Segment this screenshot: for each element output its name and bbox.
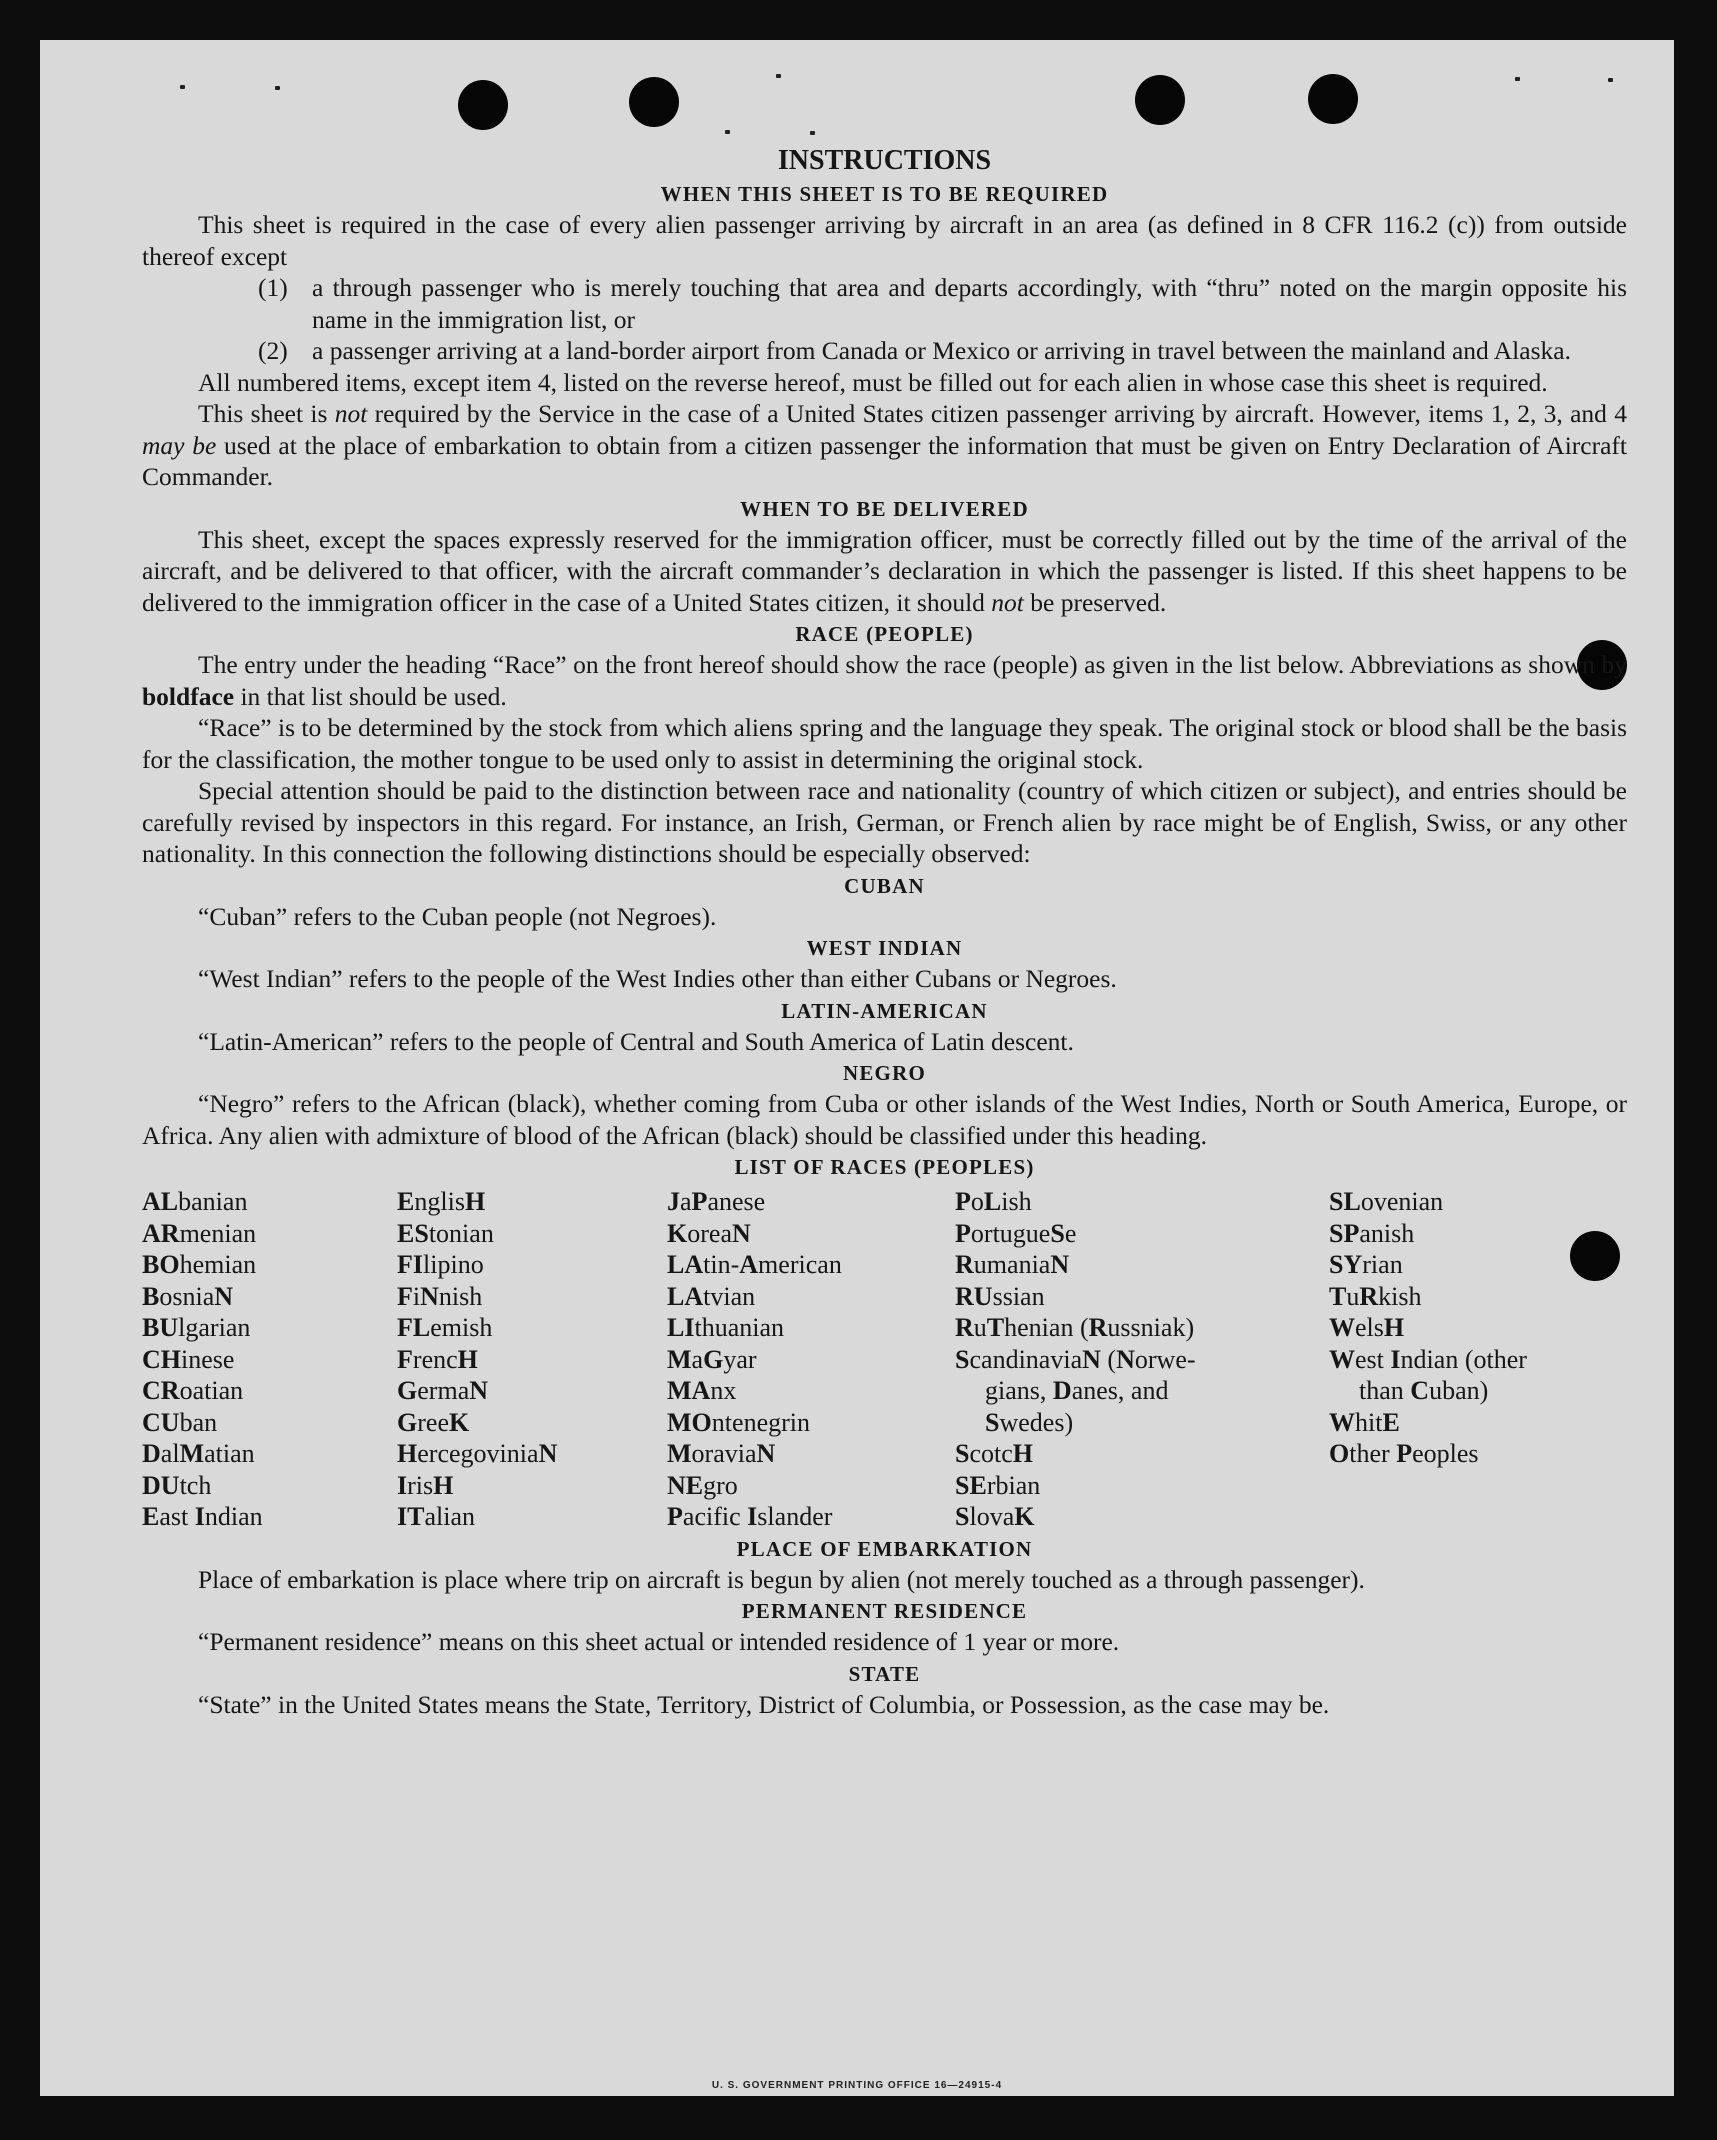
punch-hole xyxy=(458,80,508,130)
heading-race: RACE (PEOPLE) xyxy=(795,622,974,646)
race-entry: ARmenian xyxy=(142,1218,257,1248)
race-entry: Pacific Islander xyxy=(667,1502,833,1531)
race-entry: East Indian xyxy=(142,1502,263,1531)
west-indian-text: “West Indian” refers to the people of the West Indies other than either Cubans or Negroes. xyxy=(198,964,1117,993)
race-entry: SLovenian xyxy=(1329,1187,1444,1216)
race-entry: HercegoviniaN xyxy=(397,1439,558,1468)
speck xyxy=(810,131,815,135)
item-number: (2) xyxy=(258,336,288,365)
punch-hole xyxy=(629,77,679,127)
race-entry: ScotcH xyxy=(955,1439,1034,1468)
negro-text: “Negro” refers to the African (black), whether coming from Cuba or other islands of the West Indies, North or South America, Europe, or Africa. Any alien with admixture of blood of the African (black) should be classified under this heading. xyxy=(142,1089,1627,1150)
races-list xyxy=(142,1186,1627,1533)
race-entry: NEgro xyxy=(667,1470,738,1500)
heading-negro: NEGRO xyxy=(842,1061,926,1085)
heading-state: STATE xyxy=(848,1661,921,1686)
embarkation-text: Place of embarkation is place where trip on aircraft is begun by alien (not merely touched as a through passenger). xyxy=(198,1564,1365,1594)
race-entry: LAtin-American xyxy=(667,1250,842,1279)
heading-delivered: WHEN TO BE DELIVERED xyxy=(740,496,1029,521)
race-entry: SYrian xyxy=(1329,1250,1403,1279)
race-entry: LIthuanian xyxy=(667,1313,785,1342)
page-title: INSTRUCTIONS xyxy=(777,145,992,176)
race-entry: RuThenian (Russniak) xyxy=(955,1313,1195,1342)
races-column xyxy=(667,1186,955,1533)
race-entry: IrisH xyxy=(397,1470,454,1500)
race-entry: FIlipino xyxy=(397,1250,484,1279)
race-entry: MOntenegrin xyxy=(667,1407,811,1437)
race-entry: RUssian xyxy=(955,1281,1045,1311)
punch-hole xyxy=(1308,74,1358,124)
state-text: “State” in the United States means the State, Territory, District of Columbia, or Possession, as the case may be. xyxy=(198,1689,1330,1719)
race-entry: SPanish xyxy=(1329,1218,1415,1248)
residence-text: “Permanent residence” means on this sheet actual or intended residence of 1 year or more. xyxy=(198,1627,1120,1656)
race-entry: FiNnish xyxy=(397,1281,483,1311)
race-para-3: Special attention should be paid to the distinction between race and nationality (country of which citizen or subject), and entries should be carefully revised by inspectors in this regard. For instance, an Irish, German, or French alien by race might be of English, Swiss, or any other nationality. In this connection the following distinctions should be especially observed: xyxy=(142,776,1627,868)
printing-office-imprint: U. S. GOVERNMENT PRINTING OFFICE 16—24915-4 xyxy=(711,2080,1003,2091)
delivered-text: This sheet, except the spaces expressly reserved for the immigration officer, must be correctly filled out by the time of the arrival of the aircraft, and be delivered to that officer, with the aircraft commander’s declaration in which the passenger is listed. If this sheet happens to be delivered to the immigration officer in the case of a United States citizen, it should not be preserved. xyxy=(142,524,1627,617)
required-intro: This sheet is required in the case of every alien passenger arriving by aircraft in an area (as defined in 8 CFR 116.2 (c)) from outside thereof except xyxy=(142,210,1627,271)
race-entry: than Cuban) xyxy=(1359,1376,1489,1405)
race-entry: Swedes) xyxy=(985,1407,1074,1437)
race-entry: GermaN xyxy=(397,1376,489,1405)
race-entry: MAnx xyxy=(667,1376,737,1405)
race-entry: MoraviaN xyxy=(667,1439,776,1468)
document-sheet xyxy=(40,40,1674,2096)
race-entry: RumaniaN xyxy=(955,1250,1070,1279)
race-entry: PoLish xyxy=(955,1187,1032,1216)
race-entry: EnglisH xyxy=(397,1187,486,1216)
latin-american-text: “Latin-American” refers to the people of Central and South America of Latin descent. xyxy=(198,1026,1074,1056)
race-entry: MaGyar xyxy=(667,1344,757,1374)
cuban-text: “Cuban” refers to the Cuban people (not Negroes). xyxy=(198,901,717,931)
item-text: a passenger arriving at a land-border airport from Canada or Mexico or arriving in travel between the mainland and Alaska. xyxy=(312,336,1571,365)
document-body xyxy=(142,144,1627,1720)
races-column xyxy=(1329,1186,1627,1533)
race-entry: TuRkish xyxy=(1329,1281,1422,1311)
race-entry: KoreaN xyxy=(667,1218,751,1248)
races-column xyxy=(955,1186,1329,1533)
heading-races-list: LIST OF RACES (PEOPLES) xyxy=(734,1155,1035,1179)
heading-required: WHEN THIS SHEET IS TO BE REQUIRED xyxy=(660,182,1109,206)
races-column xyxy=(397,1186,667,1533)
heading-residence: PERMANENT RESIDENCE xyxy=(741,1599,1028,1623)
item-text: a through passenger who is merely touching that area and departs accordingly, with “thru” noted on the margin opposite his name in the immigration list, or xyxy=(312,273,1627,334)
race-entry: CRoatian xyxy=(142,1376,244,1405)
race-entry: CUban xyxy=(142,1407,218,1437)
race-entry: CHinese xyxy=(142,1344,235,1374)
race-entry: ScandinaviaN (Norwe- xyxy=(955,1344,1196,1374)
speck xyxy=(1608,78,1613,82)
punch-hole xyxy=(1135,75,1185,125)
speck xyxy=(725,130,730,134)
heading-cuban: CUBAN xyxy=(844,873,925,898)
race-entry: BosniaN xyxy=(142,1281,234,1311)
race-entry: FrencH xyxy=(397,1344,478,1374)
race-entry: WhitE xyxy=(1329,1407,1400,1437)
race-entry: BOhemian xyxy=(142,1250,257,1279)
race-entry: GreeK xyxy=(397,1407,470,1437)
required-para-2: All numbered items, except item 4, listed on the reverse hereof, must be filled out for each alien in whose case this sheet is required. xyxy=(198,367,1548,397)
heading-latin-american: LATIN-AMERICAN xyxy=(781,998,988,1023)
race-entry: SlovaK xyxy=(955,1502,1035,1531)
race-entry: LAtvian xyxy=(667,1281,756,1311)
speck xyxy=(180,85,185,89)
race-entry: FLemish xyxy=(397,1313,493,1342)
speck xyxy=(275,86,280,90)
race-entry: DUtch xyxy=(142,1470,212,1500)
race-para-2: “Race” is to be determined by the stock from which aliens spring and the language they speak. The original stock or blood shall be the basis for the classification, the mother tongue to be used only to assist in determining the original stock. xyxy=(142,713,1627,774)
race-entry: BUlgarian xyxy=(142,1313,251,1342)
exception-item-2 xyxy=(258,335,1627,367)
race-para-1: The entry under the heading “Race” on the front hereof should show the race (people) as given in the list below. Abbreviations as shown by boldface in that list should be used. xyxy=(142,650,1627,711)
heading-west-indian: WEST INDIAN xyxy=(806,936,963,960)
race-entry: West Indian (other xyxy=(1329,1344,1527,1374)
race-entry: DalMatian xyxy=(142,1439,255,1468)
race-entry: PortugueSe xyxy=(955,1218,1077,1248)
item-number: (1) xyxy=(258,273,288,302)
race-entry: SErbian xyxy=(955,1470,1041,1500)
speck xyxy=(1515,77,1520,81)
races-column xyxy=(142,1186,397,1533)
heading-embarkation: PLACE OF EMBARKATION xyxy=(736,1536,1033,1561)
exception-item-1 xyxy=(258,272,1627,335)
race-entry: Other Peoples xyxy=(1329,1439,1479,1468)
race-entry: ITalian xyxy=(397,1502,476,1531)
race-entry: WelsH xyxy=(1329,1313,1405,1342)
race-entry: gians, Danes, and xyxy=(985,1376,1169,1405)
race-entry: EStonian xyxy=(397,1218,494,1248)
required-para-3: This sheet is not required by the Service in the case of a United States citizen passenger arriving by aircraft. However, items 1, 2, 3, and 4 may be used at the place of embarkation to obtain from a citizen passenger the information that must be given on Entry Declaration of Aircraft Commander. xyxy=(142,399,1627,491)
speck xyxy=(776,74,781,78)
race-entry: JaPanese xyxy=(667,1187,766,1216)
race-entry: ALbanian xyxy=(142,1187,248,1216)
